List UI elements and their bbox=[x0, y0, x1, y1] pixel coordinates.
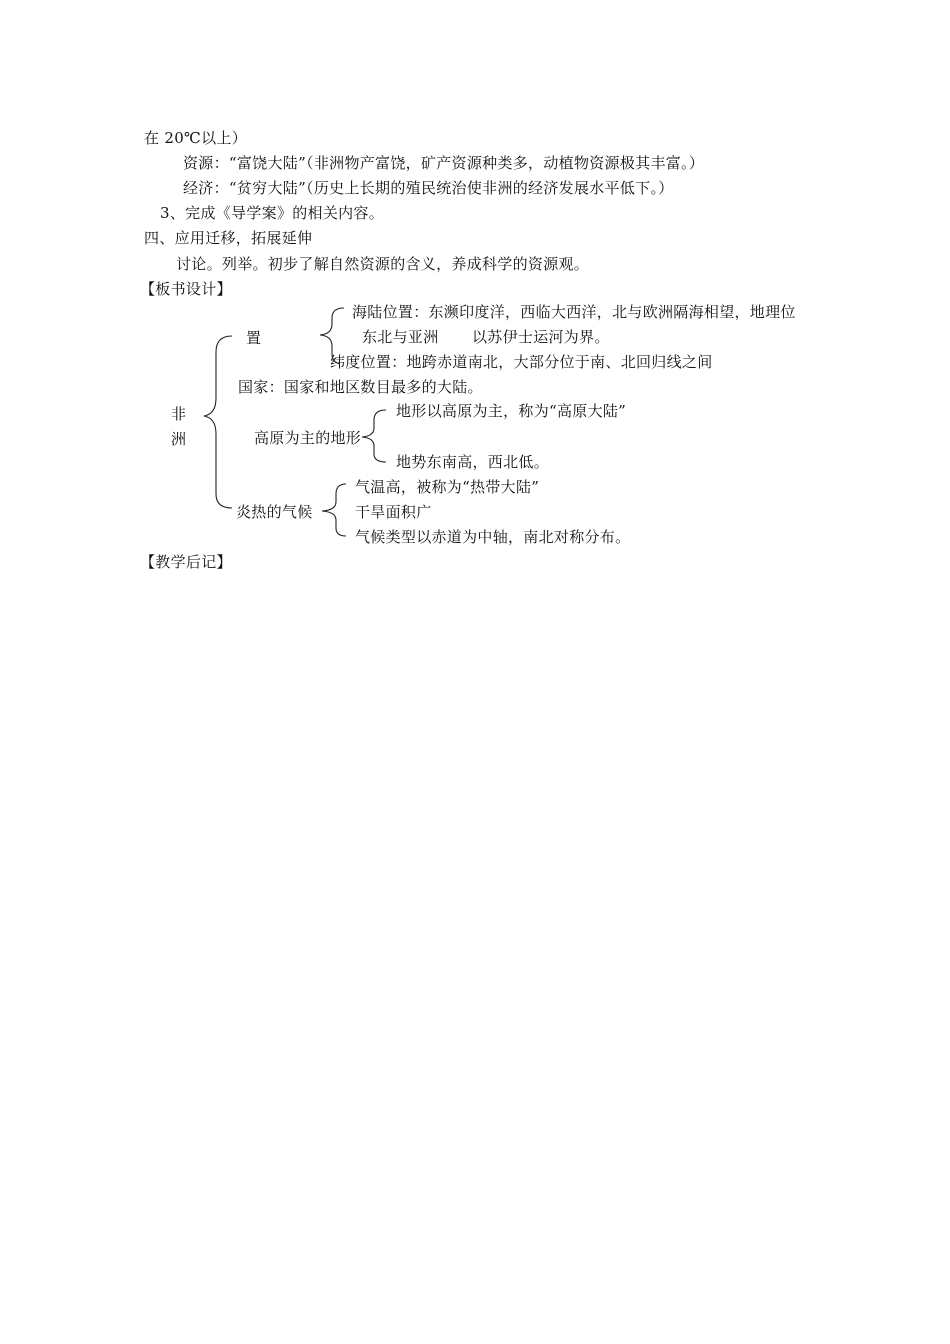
sea-land-position-line-2b: 以苏伊士运河为界。 bbox=[472, 328, 610, 346]
root-label-char-1: 非 bbox=[171, 405, 187, 423]
step-3-line: 3、完成《导学案》的相关内容。 bbox=[160, 204, 385, 222]
climate-item-arid: 干旱面积广 bbox=[355, 503, 432, 521]
countries-line: 国家：国家和地区数目最多的大陆。 bbox=[238, 378, 483, 396]
climate-label: 炎热的气候 bbox=[236, 503, 313, 521]
terrain-item-plateau: 地形以高原为主，称为“高原大陆” bbox=[396, 402, 627, 420]
temperature-line-tail: 在 20℃以上） bbox=[144, 129, 248, 147]
position-label: 置 bbox=[246, 329, 262, 347]
climate-item-symmetry: 气候类型以赤道为中轴，南北对称分布。 bbox=[355, 528, 631, 546]
teaching-postscript-heading: 【教学后记】 bbox=[140, 553, 232, 571]
discussion-line: 讨论。列举。初步了解自然资源的含义，养成科学的资源观。 bbox=[176, 255, 590, 273]
economy-line: 经济：“贫穷大陆”（历史上长期的殖民统治使非洲的经济发展水平低下。） bbox=[183, 179, 674, 197]
terrain-label: 高原为主的地形 bbox=[254, 429, 362, 447]
latitude-position-line: 纬度位置：地跨赤道南北，大部分位于南、北回归线之间 bbox=[330, 353, 713, 371]
board-design-heading: 【板书设计】 bbox=[140, 280, 232, 298]
terrain-item-slope: 地势东南高，西北低。 bbox=[396, 453, 550, 471]
climate-item-temperature: 气温高，被称为“热带大陆” bbox=[355, 478, 540, 496]
climate-brace bbox=[322, 484, 346, 536]
sea-land-position-line-2a: 东北与亚洲 bbox=[362, 328, 439, 346]
terrain-brace bbox=[362, 410, 386, 462]
sea-land-position-line-1: 海陆位置：东濒印度洋，西临大西洋，北与欧洲隔海相望，地理位 bbox=[352, 303, 796, 321]
root-label-char-2: 洲 bbox=[171, 430, 187, 448]
section-4-heading: 四、应用迁移，拓展延伸 bbox=[144, 229, 313, 247]
root-brace bbox=[204, 336, 232, 508]
resources-line: 资源：“富饶大陆”（非洲物产富饶，矿产资源种类多，动植物资源极其丰富。） bbox=[183, 154, 705, 172]
